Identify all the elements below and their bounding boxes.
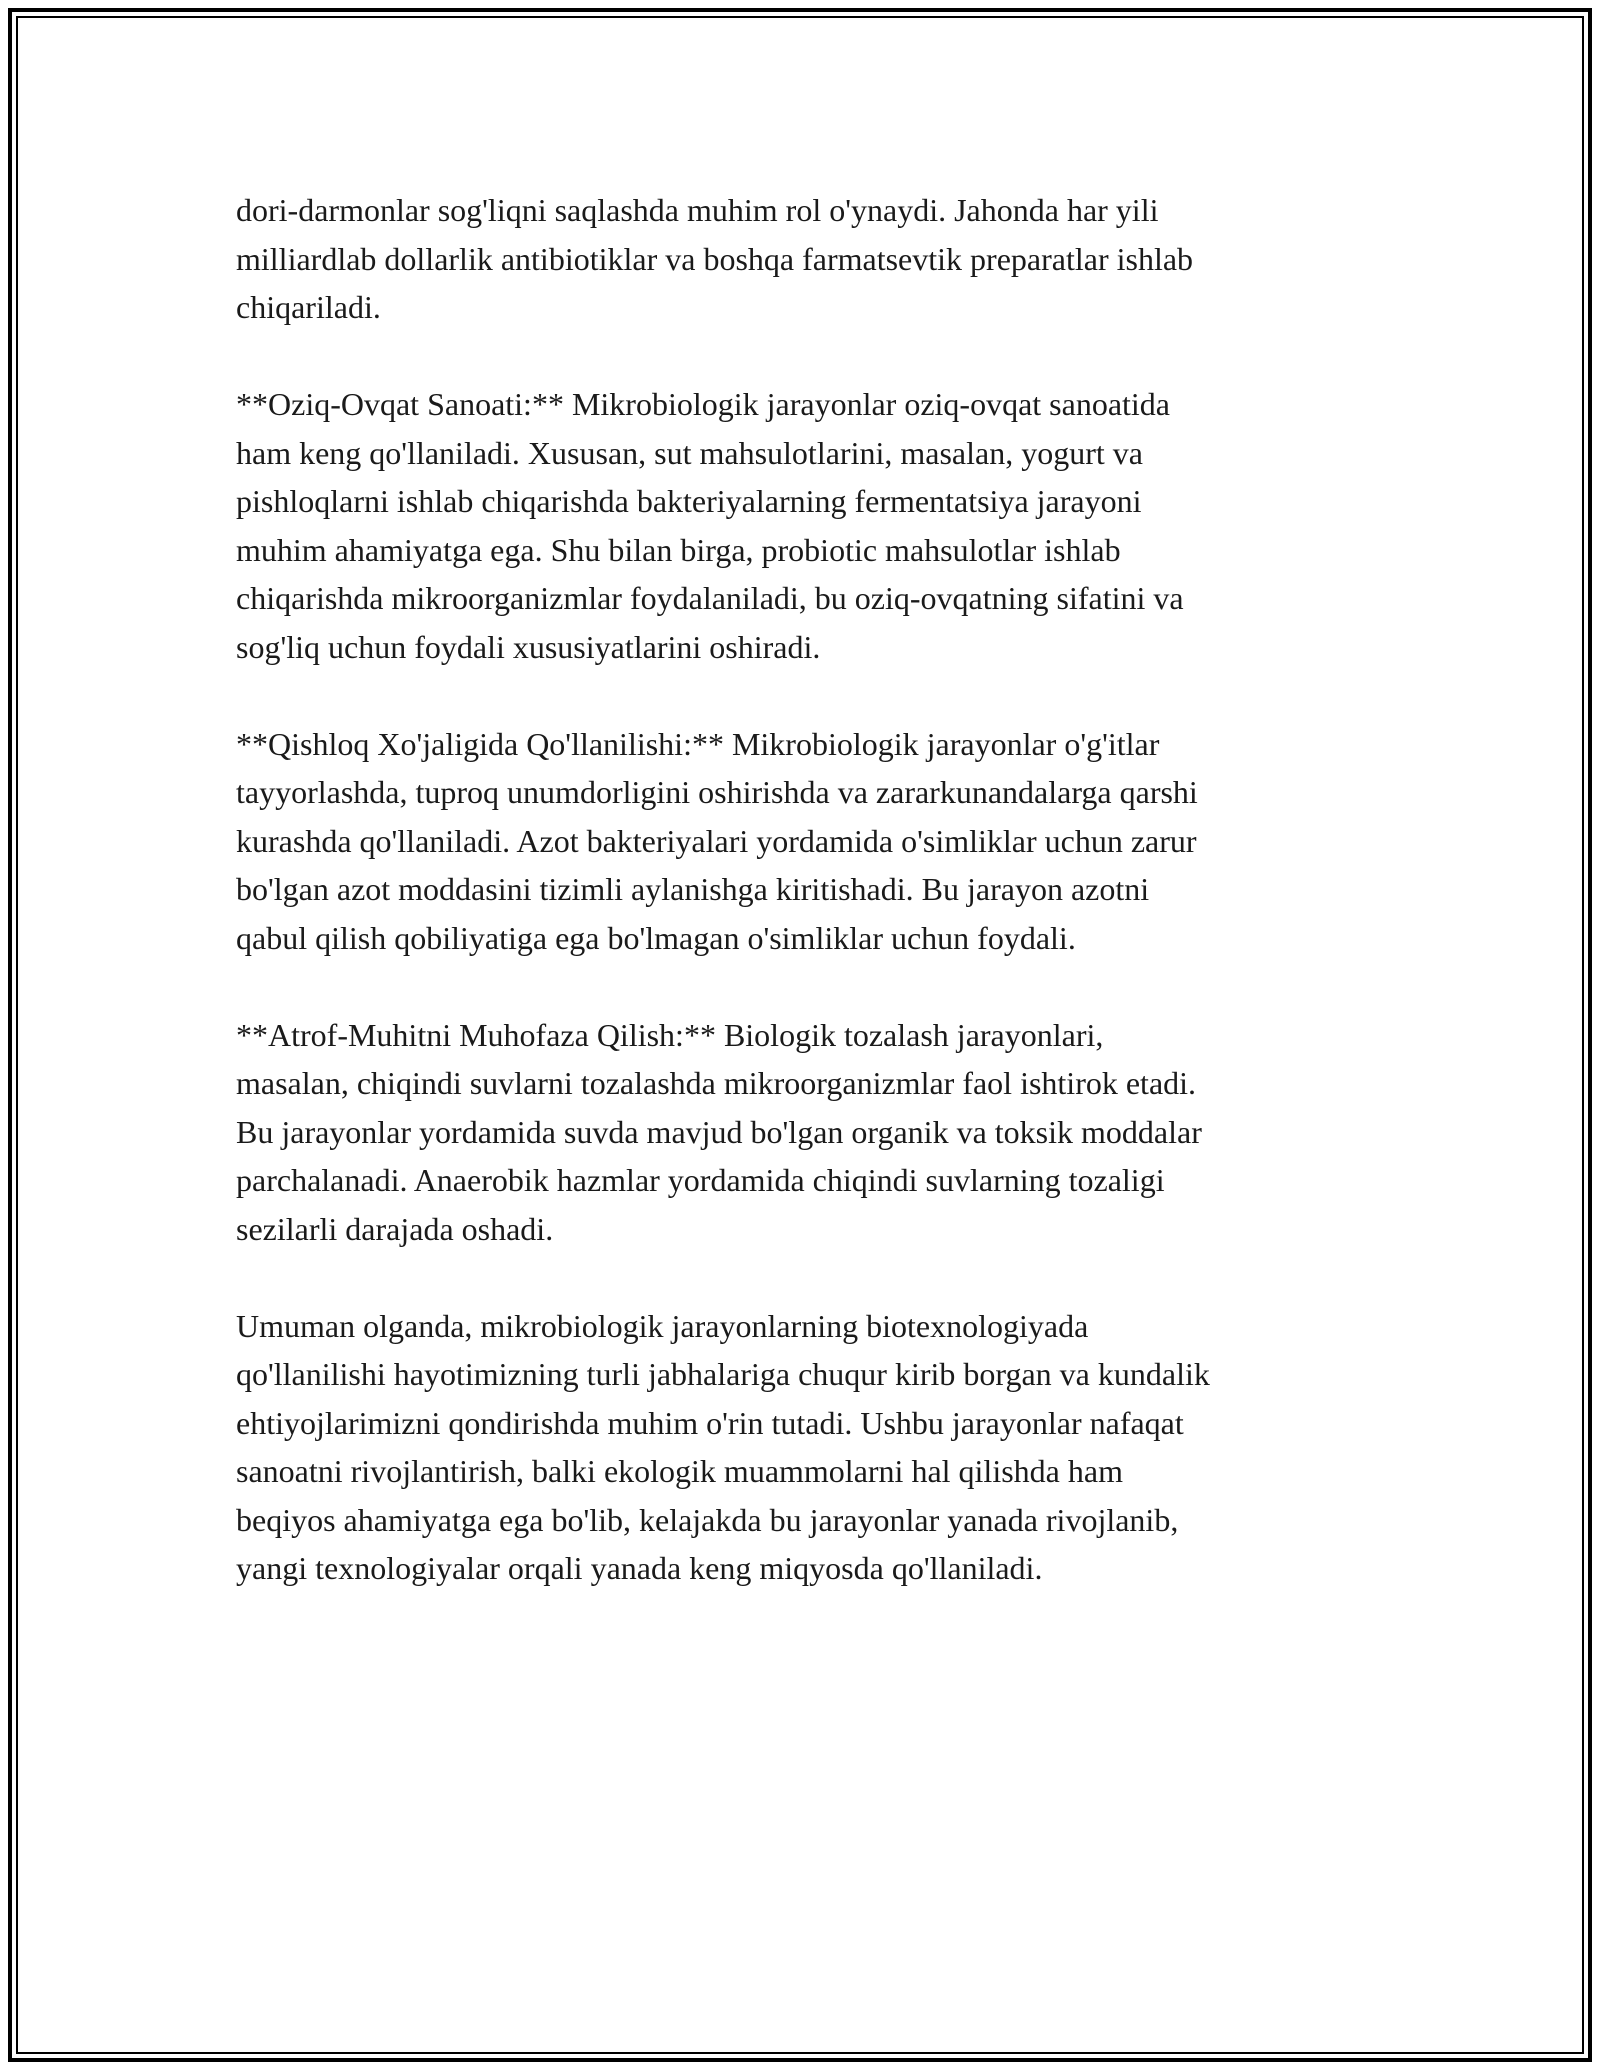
paragraph-environment: **Atrof-Muhitni Muhofaza Qilish:** Biologik tozalash jarayonlari, masalan, chiqindi suvlarni tozalashda mikroorganizmlar faol ishtirok etadi. Bu jarayonlar yordamida suvda mavjud bo'lgan organik va toksik moddalar parchalanadi. Anaerobik hazmlar yordamida chiqindi suvlarning tozaligi sezilarli darajada oshadi. <box>236 1016 1202 1247</box>
paragraph-food-industry: **Oziq-Ovqat Sanoati:** Mikrobiologik jarayonlar oziq-ovqat sanoatida ham keng qo'llaniladi. Xususan, sut mahsulotlarini, masalan, yogurt va pishloqlarni ishlab chiqarishda bakteriyalarning fermentatsiya jarayoni muhim ahamiyatga ega. Shu bilan birga, probiotic mahsulotlar ishlab chiqarishda mikroorganizmlar foydalaniladi, bu oziq-ovqatning sifatini va sog'liq uchun foydali xususiyatlarini oshiradi. <box>236 386 1184 665</box>
document-body <box>236 186 1376 1641</box>
paragraph-conclusion: Umuman olganda, mikrobiologik jarayonlarning biotexnologiyada qo'llanilishi hayotimizning turli jabhalariga chuqur kirib borgan va kundalik ehtiyojlarimizni qondirishda muhim o'rin tutadi. Ushbu jarayonlar nafaqat sanoatni rivojlantirish, balki ekologik muammolarni hal qilishda ham beqiyos ahamiyatga ega bo'lib, kelajakda bu jarayonlar yanada rivojlanib, yangi texnologiyalar orqali yanada keng miqyosda qo'llaniladi. <box>236 1307 1210 1586</box>
paragraph-agriculture: **Qishloq Xo'jaligida Qo'llanilishi:** Mikrobiologik jarayonlar o'g'itlar tayyorlashda, tuproq unumdorligini oshirishda va zararkunandalarga qarshi kurashda qo'llaniladi. Azot bakteriyalari yordamida o'simliklar uchun zarur bo'lgan azot moddasini tizimli aylanishga kiritishadi. Bu jarayon azotni qabul qilish qobiliyatiga ega bo'lmagan o'simliklar uchun foydali. <box>236 725 1198 956</box>
paragraph-pharmaceuticals: dori-darmonlar sog'liqni saqlashda muhim rol o'ynaydi. Jahonda har yili milliardlab dollarlik antibiotiklar va boshqa farmatsevtik preparatlar ishlab chiqariladi. <box>236 192 1194 325</box>
